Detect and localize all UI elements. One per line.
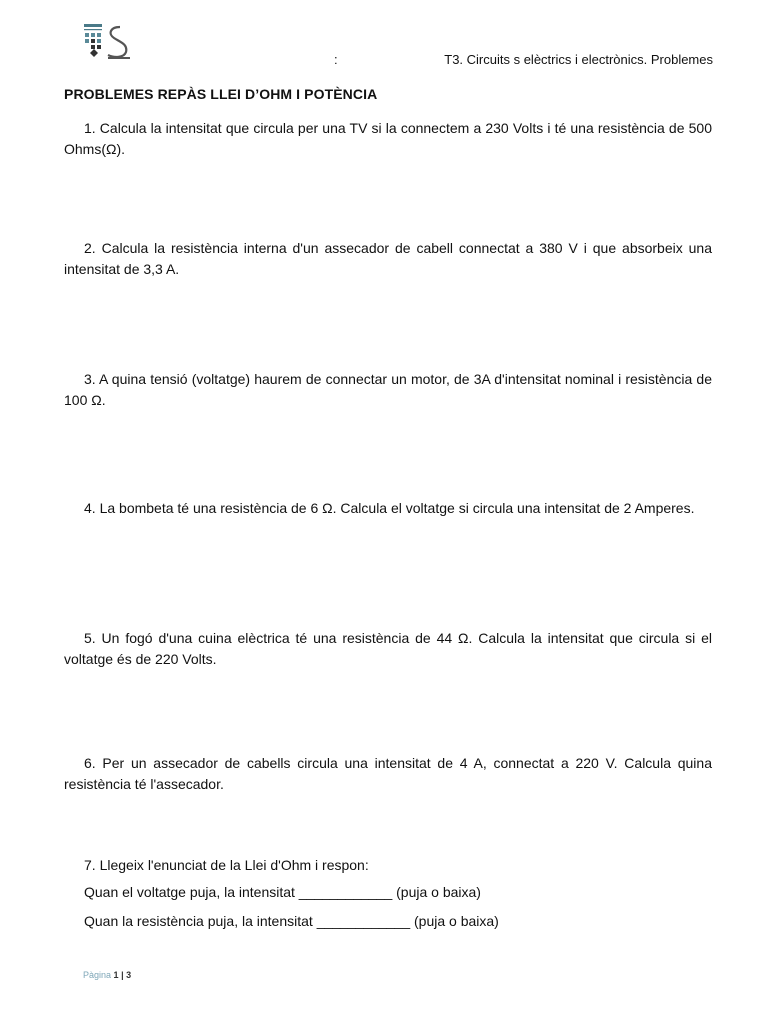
footer-page-number: 1 xyxy=(113,970,119,980)
footer-total-pages: 3 xyxy=(126,970,132,980)
problem-6: 6. Per un assecador de cabells circula una intensitat de 4 A, connectat a 220 V. Calcula quina resistència té l'assecador. xyxy=(64,755,712,792)
problem-1: 1. Calcula la intensitat que circula per una TV si la connectem a 230 Volts i té una resistència de 500 Ohms(Ω). xyxy=(64,120,712,157)
problem-2: 2. Calcula la resistència interna d'un assecador de cabell connectat a 380 V i que absorbeix una intensitat de 3,3 A. xyxy=(64,240,712,277)
problem-7-question-2: Quan la resistència puja, la intensitat ____________ (puja o baixa) xyxy=(84,913,499,929)
header-subject: T3. Circuits s elèctrics i electrònics. Problemes xyxy=(444,52,713,67)
problem-7-question-1: Quan el voltatge puja, la intensitat ____________ (puja o baixa) xyxy=(84,884,481,900)
page-title: PROBLEMES REPÀS LLEI D’OHM I POTÈNCIA xyxy=(64,86,378,102)
header-colon: : xyxy=(334,52,338,67)
footer-separator: | xyxy=(121,970,124,980)
school-logo-icon xyxy=(84,24,132,60)
footer-page-word: Pàgina xyxy=(83,970,112,980)
problem-3: 3. A quina tensió (voltatge) haurem de connectar un motor, de 3A d'intensitat nominal i resistència de 100 Ω. xyxy=(64,371,712,408)
problem-7-statement: 7. Llegeix l'enunciat de la Llei d'Ohm i respon: xyxy=(84,857,369,873)
problem-4: 4. La bombeta té una resistència de 6 Ω. Calcula el voltatge si circula una intensitat de 2 Amperes. xyxy=(84,500,695,516)
page-footer xyxy=(83,970,131,980)
problem-5: 5. Un fogó d'una cuina elèctrica té una resistència de 44 Ω. Calcula la intensitat que circula si el voltatge és de 220 Volts. xyxy=(64,630,712,667)
